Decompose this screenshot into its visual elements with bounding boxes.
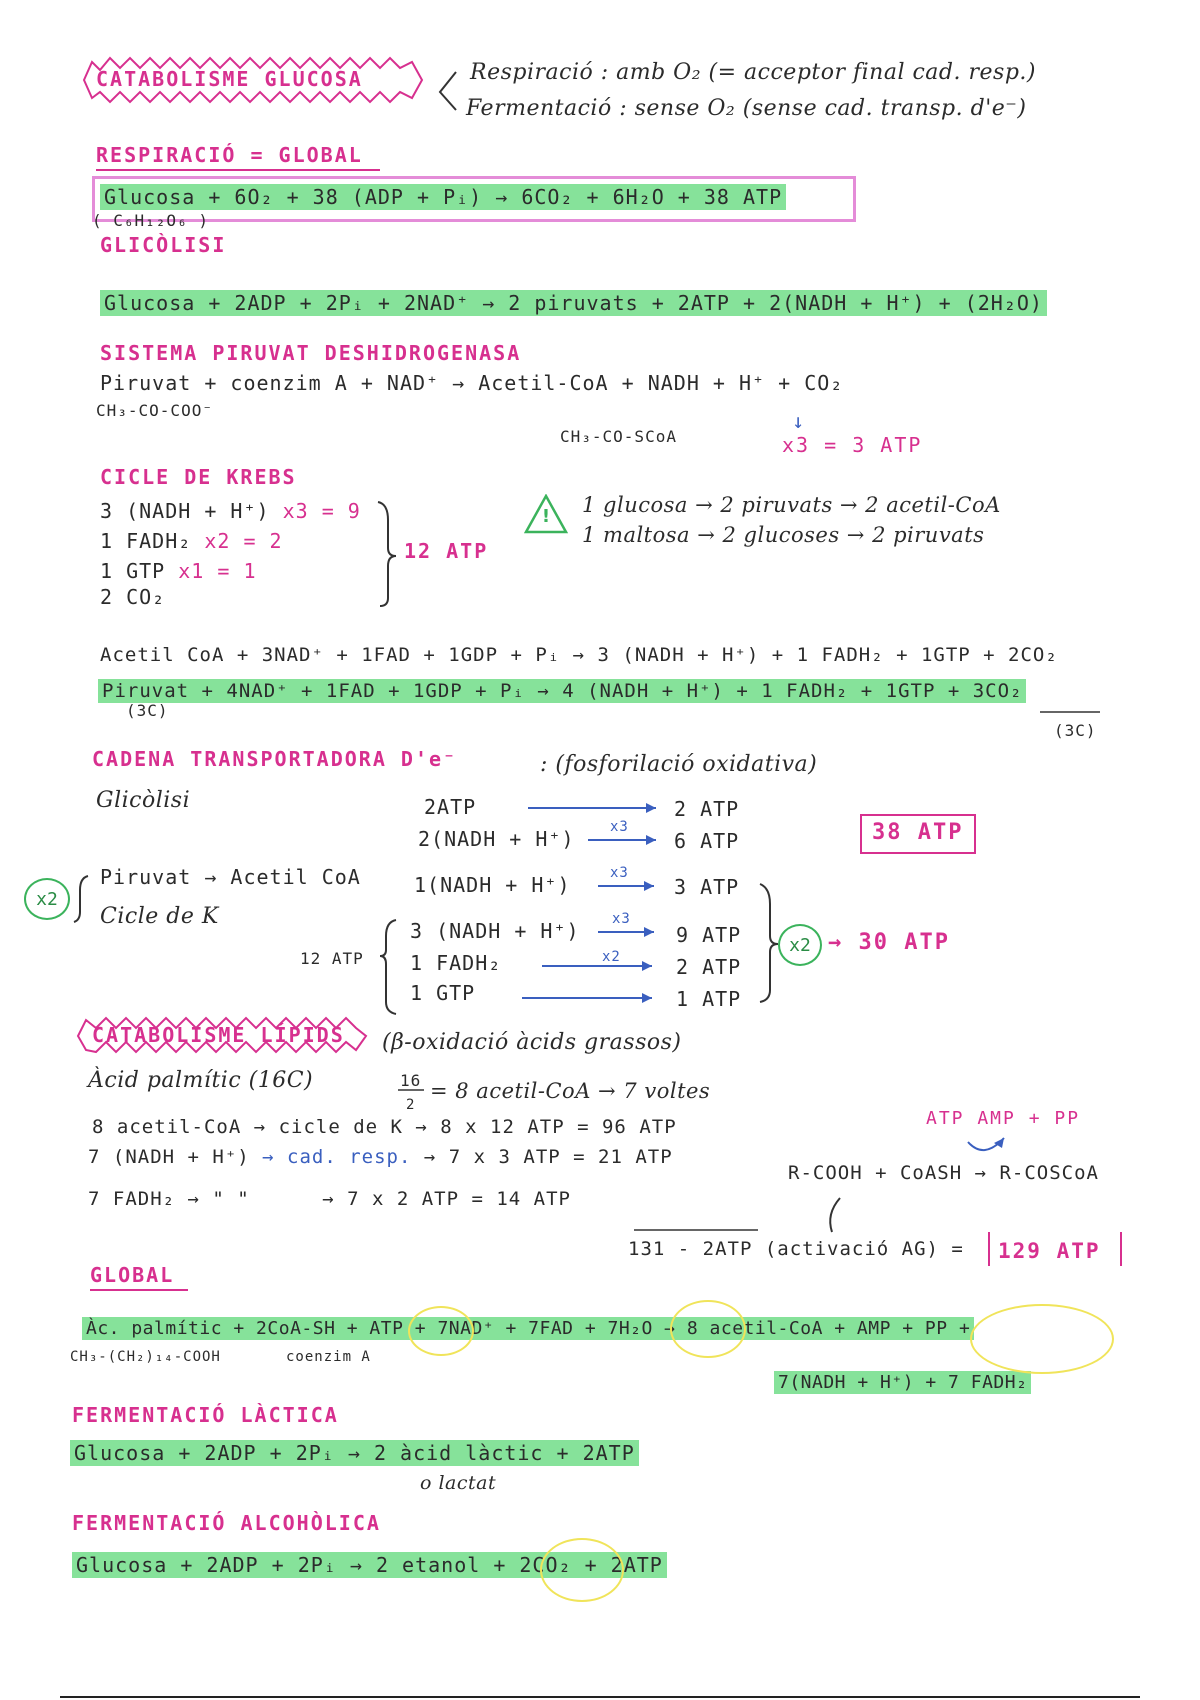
lipids-global-equation: Àc. palmític + 2CoA-SH + ATP + 7NAD⁺ + 7FAD + 7H₂O → 8 acetil-CoA + AMP + PP + [82, 1316, 974, 1342]
title-cicle-krebs: CICLE DE KREBS [100, 465, 297, 489]
cadena-k2-mult: x2 [602, 949, 621, 965]
cadena-pa-left: 1(NADH + H⁺) [414, 873, 571, 897]
cadena-k3-left: 1 GTP [410, 981, 476, 1005]
palmitic-formula: CH₃-(CH₂)₁₄-COOH [70, 1349, 221, 1365]
cadena-nadh-left: 2(NADH + H⁺) [418, 827, 575, 851]
fermentacio-lactica-equation: Glucosa + 2ADP + 2Pᵢ → 2 àcid làctic + 2ATP [70, 1440, 639, 1466]
lipids-sum: 131 - 2ATP (activació AG) = [628, 1238, 964, 1260]
glicolisi-label: Glicòlisi [96, 788, 191, 813]
cadena-nadh-right: 6 ATP [674, 829, 740, 853]
krebs-total: 12 ATP [404, 539, 489, 563]
glicolisi-equation: Glucosa + 2ADP + 2Pᵢ + 2NAD⁺ → 2 piruvats + 2ATP + 2(NADH + H⁺) + (2H₂O) [100, 290, 1047, 316]
cadena-subtitle: : (fosforilació oxidativa) [540, 752, 818, 777]
acetil-coa-equation: Acetil CoA + 3NAD⁺ + 1FAD + 1GDP + Pᵢ → 3 (NADH + H⁺) + 1 FADH₂ + 1GTP + 2CO₂ [100, 644, 1058, 666]
warning-icon: ! [524, 494, 568, 534]
highlight-circle-h2o [670, 1300, 746, 1358]
fraction-denominator: 2 [406, 1097, 416, 1113]
down-arrow-icon: ↓ [792, 409, 806, 433]
x2-circle-left: x2 [24, 878, 70, 920]
title-cadena-transportadora: CADENA TRANSPORTADORA D'e⁻ [92, 747, 458, 771]
activation-equation: R-COOH + CoASH → R-COSCoA [788, 1162, 1099, 1184]
krebs-brace [378, 502, 396, 606]
fermentacio-alcoholica-equation: Glucosa + 2ADP + 2Pᵢ → 2 etanol + 2CO₂ + 2ATP [72, 1552, 667, 1578]
definition-bracket [440, 72, 456, 110]
cadena-k-label: 12 ATP [300, 949, 364, 968]
highlight-circle-co2 [540, 1538, 624, 1602]
acid-palmitic-label: Àcid palmític (16C) [88, 1068, 314, 1093]
respiracio-equation: Glucosa + 6O₂ + 38 (ADP + Pᵢ) → 6CO₂ + 6H₂O + 38 ATP [100, 184, 786, 210]
x2-circle-right: x2 [778, 924, 822, 966]
cadena-pa-mult: x3 [610, 865, 629, 881]
lipids-global-equation-cont: 7(NADH + H⁺) + 7 FADH₂ [774, 1370, 1031, 1396]
cadena-2atp-left: 2ATP [424, 795, 477, 819]
glucosa-formula: ( C₆H₁₂O₆ ) [92, 211, 209, 230]
warning-line-1: 1 glucosa → 2 piruvats → 2 acetil-CoA [582, 493, 1001, 517]
lipids-line-2: 7 (NADH + H⁺) → cad. resp. → 7 x 3 ATP = 21 ATP [88, 1146, 673, 1168]
piruvat-3c: (3C) [126, 701, 169, 720]
cadena-nadh-mult: x3 [610, 819, 629, 835]
title-fermentacio-lactica: FERMENTACIÓ LÀCTICA [72, 1403, 339, 1427]
nadh-atp-note: x3 = 3 ATP [782, 433, 923, 457]
title-glicolisi: GLICÒLISI [100, 233, 227, 257]
cadena-k3-right: 1 ATP [676, 987, 742, 1011]
fraction-numerator: 16 [400, 1071, 422, 1090]
title-piruvat-deshidrogenasa: SISTEMA PIRUVAT DESHIDROGENASA [100, 341, 522, 365]
co2-3c: (3C) [1054, 721, 1097, 740]
krebs-item: 2 CO₂ [100, 585, 166, 609]
title-catabolisme-lipids: CATABOLISME LÍPIDS [92, 1023, 345, 1047]
coenzim-a-label: coenzim A [286, 1349, 371, 1365]
total-129-atp: 129 ATP [998, 1239, 1101, 1263]
cadena-pa-right: 3 ATP [674, 875, 740, 899]
respiracio-definition: Respiració : amb O₂ (= acceptor final cad. resp.) [470, 60, 1036, 85]
lipids-subtitle: (β-oxidació àcids grassos) [382, 1030, 682, 1055]
warning-line-2: 1 maltosa → 2 glucoses → 2 piruvats [582, 523, 985, 547]
cadena-2atp-right: 2 ATP [674, 797, 740, 821]
cadena-k2-right: 2 ATP [676, 955, 742, 979]
cadena-k1-mult: x3 [612, 911, 631, 927]
fermentacio-definition: Fermentació : sense O₂ (sense cad. transp. d'e⁻) [466, 96, 1027, 121]
cadena-k1-left: 3 (NADH + H⁺) [410, 919, 580, 943]
krebs-item: 1 FADH₂ x2 = 2 [100, 529, 283, 553]
krebs-item: 1 GTP x1 = 1 [100, 559, 257, 583]
piruvat-deshidrogenasa-equation: Piruvat + coenzim A + NAD⁺ → Acetil-CoA + NADH + H⁺ + CO₂ [100, 371, 844, 395]
title-lipids-global: GLOBAL [90, 1263, 175, 1287]
lipids-line-3: 7 FADH₂ → " " → 7 x 2 ATP = 14 ATP [88, 1188, 571, 1210]
cicle-k-label: Cicle de K [100, 904, 219, 929]
acetil-formula: CH₃-CO-SCoA [560, 427, 677, 446]
piruvat-krebs-equation: Piruvat + 4NAD⁺ + 1FAD + 1GDP + Pᵢ → 4 (NADH + H⁺) + 1 FADH₂ + 1GTP + 3CO₂ [98, 678, 1026, 704]
krebs-item: 3 (NADH + H⁺) x3 = 9 [100, 499, 361, 523]
title-respiracio-global: RESPIRACIÓ = GLOBAL [96, 143, 363, 167]
total-30-atp: → 30 ATP [828, 930, 950, 955]
activation-atp-amp: ATP AMP + PP [926, 1108, 1081, 1129]
cadena-k2-left: 1 FADH₂ [410, 951, 502, 975]
title-fermentacio-alcoholica: FERMENTACIÓ ALCOHÒLICA [72, 1511, 381, 1535]
title-catabolisme-glucosa: CATABOLISME GLUCOSA [96, 67, 363, 91]
highlight-circle-amp [970, 1304, 1114, 1374]
piruvat-formula: CH₃-CO-COO⁻ [96, 401, 213, 420]
lipids-line-1: 8 acetil-CoA → cicle de K → 8 x 12 ATP = 96 ATP [92, 1116, 677, 1138]
piruvat-acetil-label: Piruvat → Acetil CoA [100, 865, 361, 889]
highlight-circle-atp [408, 1306, 474, 1356]
lactat-note: o lactat [420, 1472, 497, 1494]
total-38-atp: 38 ATP [872, 820, 964, 845]
fraction-rest: = 8 acetil-CoA → 7 voltes [430, 1079, 711, 1103]
cadena-k1-right: 9 ATP [676, 923, 742, 947]
